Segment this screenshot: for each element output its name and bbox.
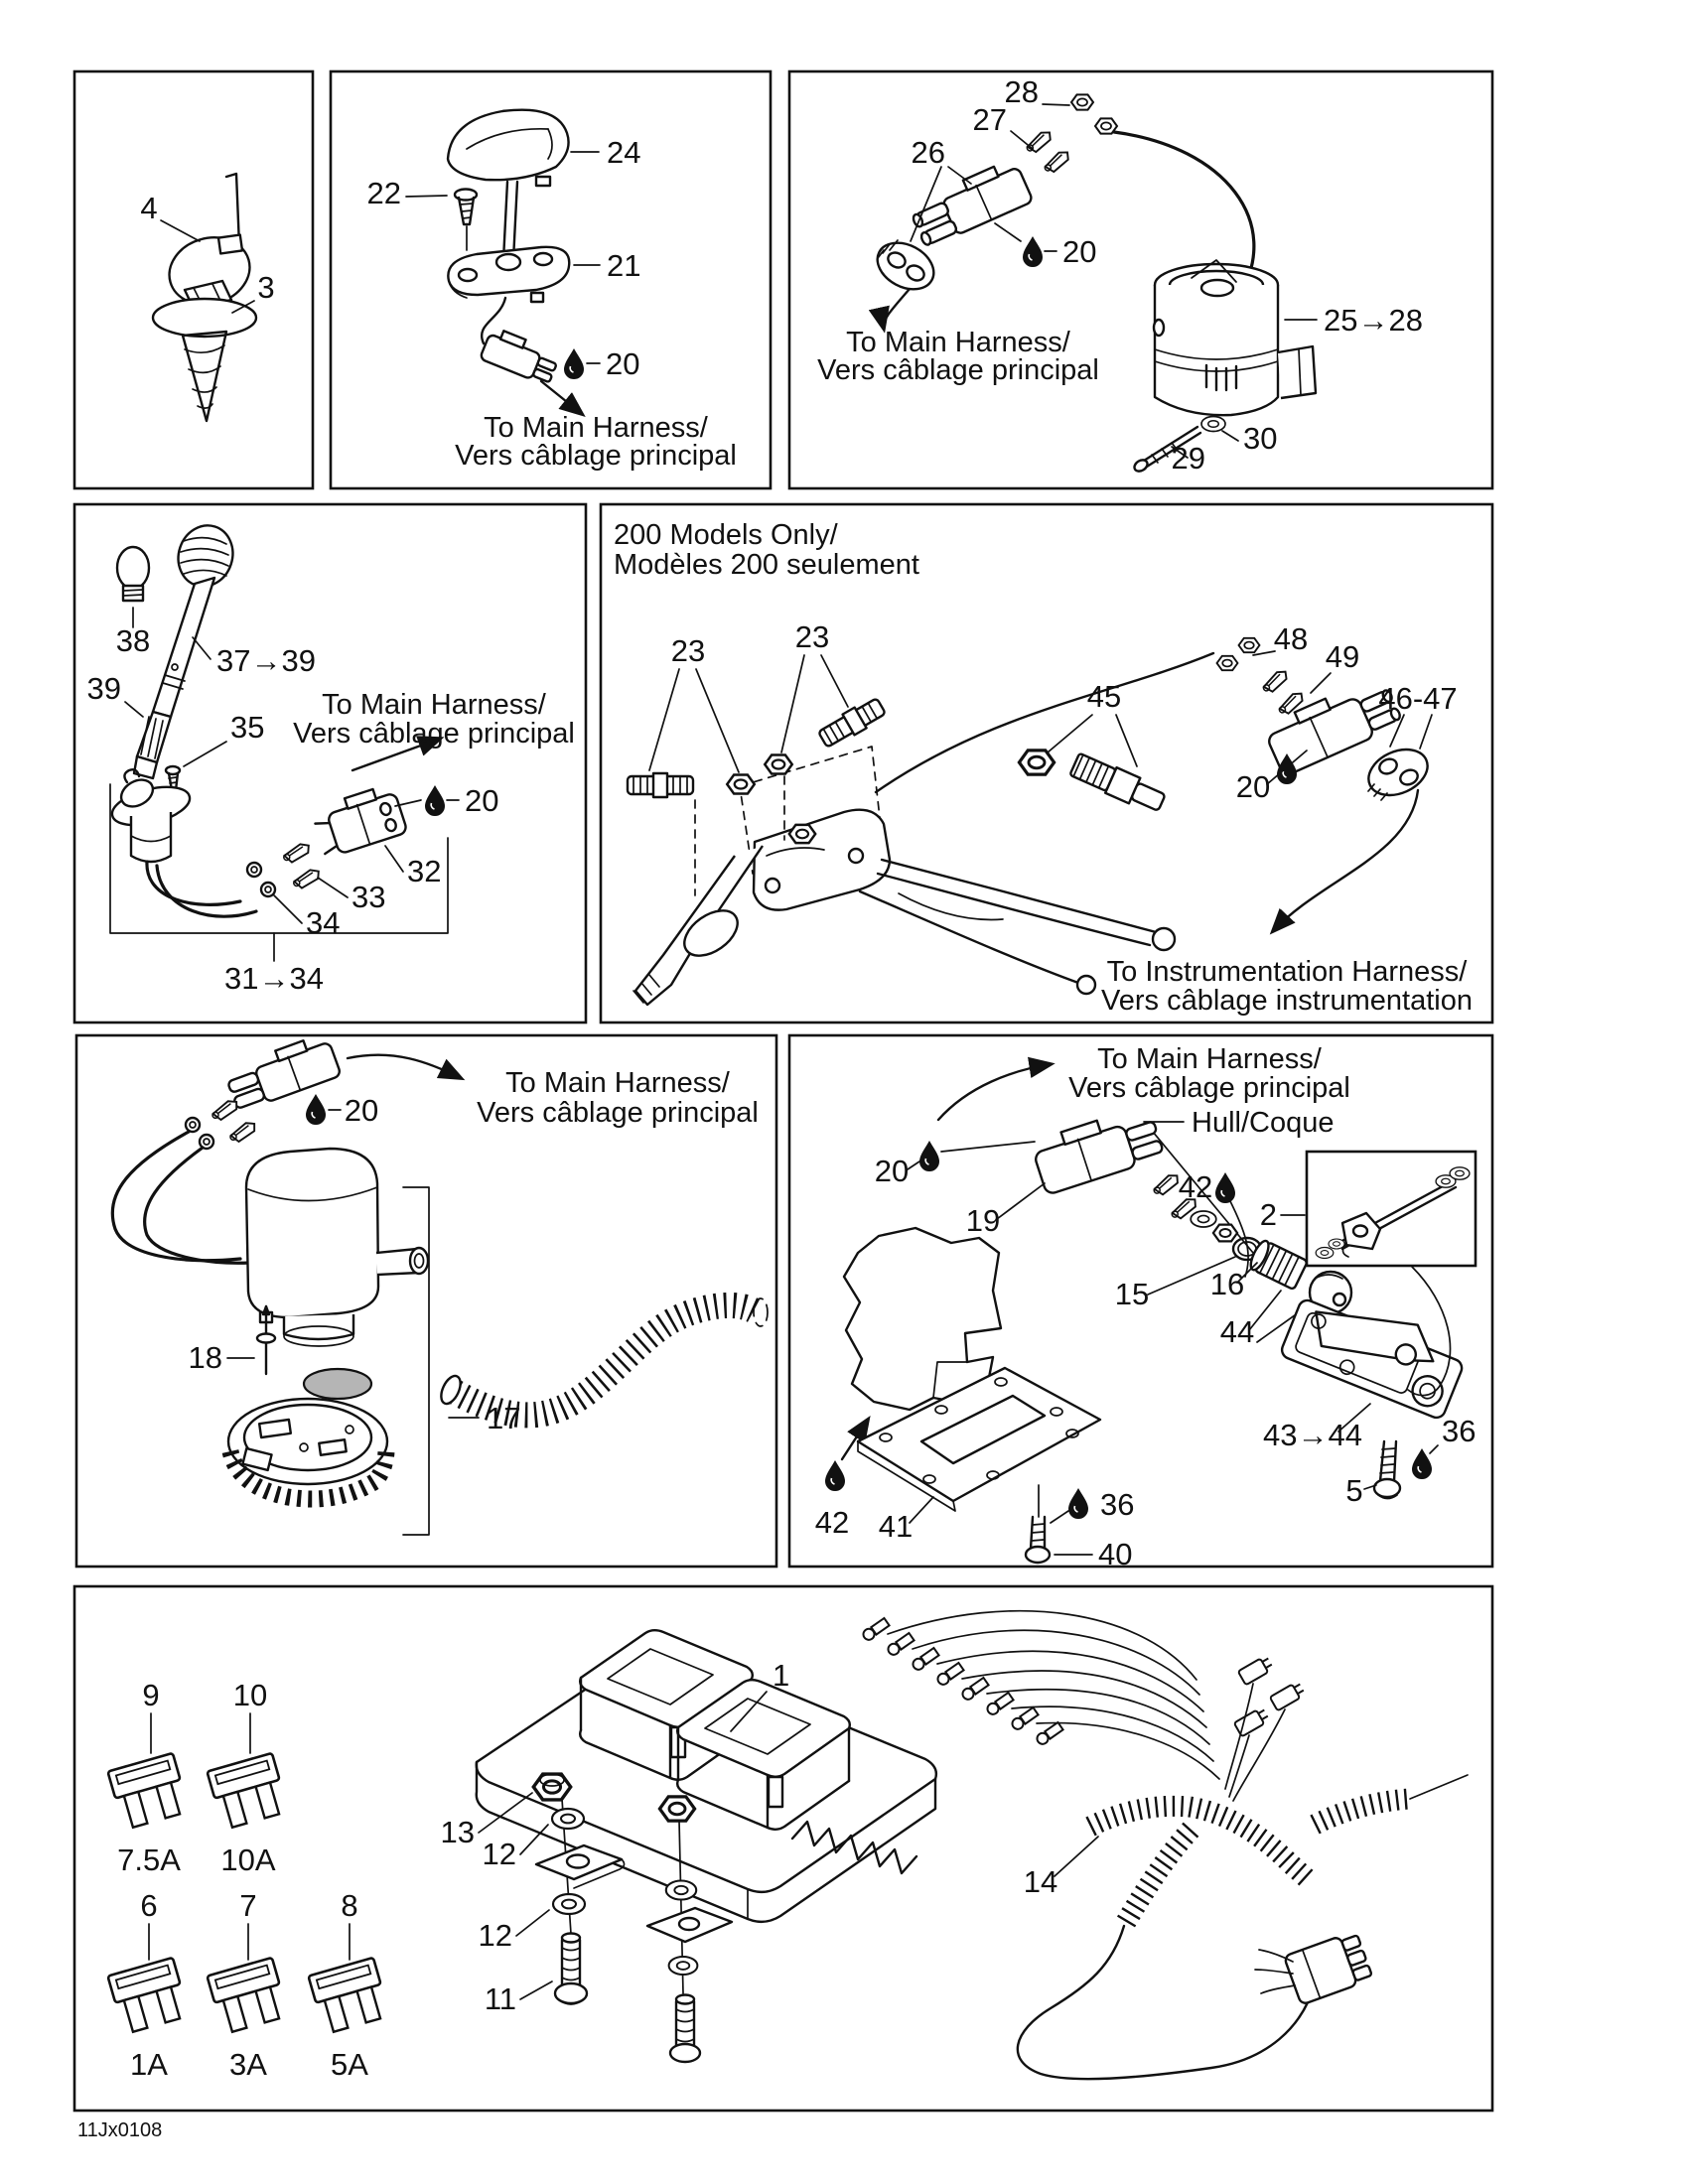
harness-14 xyxy=(861,1611,1468,2079)
sensor-45 xyxy=(1069,751,1168,816)
fuse-10 xyxy=(207,1753,288,1830)
rating-1a: 1A xyxy=(130,2047,168,2082)
callout-35: 35 xyxy=(230,710,265,745)
callout-23-left: 23 xyxy=(670,633,706,668)
callout-20-p6: 20 xyxy=(344,1093,379,1128)
leader-26b xyxy=(948,167,971,184)
loctite-drop-icon-p3 xyxy=(1024,237,1043,267)
callout-22: 22 xyxy=(366,176,401,210)
note-to-main-harness-en-p6: To Main Harness/ xyxy=(505,1067,730,1099)
callout-25-28: 25→28 xyxy=(1324,303,1423,338)
note-to-instrumentation-fr: Vers câblage instrumentation xyxy=(1101,985,1473,1017)
leader-32 xyxy=(385,846,403,872)
callout-40: 40 xyxy=(1098,1537,1133,1571)
light-socket-base xyxy=(108,769,194,862)
pump-ring-a xyxy=(186,1118,200,1132)
note-to-instrumentation-en: To Instrumentation Harness/ xyxy=(1106,956,1468,988)
note-to-main-harness-fr-p3: Vers câblage principal xyxy=(817,354,1099,386)
leader-37-39 xyxy=(193,637,211,659)
washer-p7 xyxy=(1191,1211,1216,1227)
connector-32 xyxy=(311,783,408,859)
note-to-main-harness-fr: Vers câblage principal xyxy=(455,440,737,472)
callout-48: 48 xyxy=(1273,621,1309,656)
nav-light-lens xyxy=(448,110,569,186)
note-to-main-harness-en-p4: To Main Harness/ xyxy=(322,689,546,721)
socket-wire-2 xyxy=(157,866,256,916)
stud-23-right xyxy=(817,696,888,751)
loctite-drop-icon-p6 xyxy=(307,1095,326,1125)
hose-start xyxy=(437,1373,464,1407)
rating-5a: 5A xyxy=(331,2047,368,2082)
leader-23-l2 xyxy=(696,669,739,772)
leader-49 xyxy=(1311,673,1331,693)
leader-14 xyxy=(1055,1837,1098,1876)
callout-5: 5 xyxy=(1345,1473,1363,1508)
note-to-main-harness-fr-p6: Vers câblage principal xyxy=(477,1097,759,1129)
callout-2: 2 xyxy=(1259,1197,1277,1232)
leader-12-upper xyxy=(520,1825,548,1854)
loctite-drop-icon-p7e xyxy=(1069,1489,1088,1519)
loctite-drop-icon-p7d xyxy=(826,1461,845,1491)
callout-34: 34 xyxy=(306,905,341,940)
terminal-19a xyxy=(1151,1172,1182,1196)
leader-27 xyxy=(1011,131,1033,149)
stud-23-left xyxy=(628,773,693,797)
terminal-33b xyxy=(292,869,322,889)
connector-19 xyxy=(1030,1104,1165,1195)
loctite-drop-icon xyxy=(565,349,584,379)
leader-30 xyxy=(1222,431,1238,441)
callout-9: 9 xyxy=(142,1678,160,1712)
ring-34a xyxy=(247,863,261,877)
cap-46-47 xyxy=(1361,741,1435,804)
callout-36-right: 36 xyxy=(1442,1414,1477,1448)
pump-terminal-b xyxy=(227,1121,257,1144)
bulb-38 xyxy=(117,547,149,601)
leader-48 xyxy=(1253,651,1275,655)
callout-20-p5: 20 xyxy=(1235,769,1271,804)
callout-45: 45 xyxy=(1086,679,1122,714)
leader-44a xyxy=(1249,1291,1281,1330)
rating-7-5a: 7.5A xyxy=(117,1843,181,1877)
ring-34b xyxy=(261,883,275,896)
dash-20-p7 xyxy=(908,1161,919,1169)
nut-23-right xyxy=(765,755,792,774)
leader-28 xyxy=(1043,104,1069,105)
note-to-main-harness-fr-p7: Vers câblage principal xyxy=(1068,1072,1350,1104)
callout-4: 4 xyxy=(140,191,158,225)
screw-rivet xyxy=(153,281,256,421)
title-200-models-fr: Modèles 200 seulement xyxy=(614,549,919,581)
fuse-7 xyxy=(207,1958,288,2034)
leader-36-right xyxy=(1430,1445,1438,1453)
callout-21: 21 xyxy=(607,248,641,283)
leader-33 xyxy=(318,878,348,897)
rating-10a: 10A xyxy=(220,1843,276,1877)
arrow-to-harness-p7 xyxy=(938,1064,1051,1120)
leader-11 xyxy=(520,1981,552,1999)
callout-20-p3: 20 xyxy=(1062,234,1097,269)
callout-36-bottom: 36 xyxy=(1100,1487,1135,1522)
bilge-pump-motor xyxy=(246,1149,428,1346)
callout-37-39: 37→39 xyxy=(216,643,316,678)
screw-40 xyxy=(1026,1485,1050,1563)
callout-10: 10 xyxy=(232,1678,268,1712)
nut-48a xyxy=(1217,656,1238,670)
note-hull: Hull/Coque xyxy=(1192,1107,1335,1139)
nut-p7 xyxy=(1213,1225,1237,1242)
nut-45 xyxy=(1019,751,1054,774)
leader-35 xyxy=(184,742,226,766)
callout-20-p7: 20 xyxy=(874,1154,910,1188)
bracket-17 xyxy=(403,1187,429,1535)
fuse-9 xyxy=(107,1753,189,1830)
callout-14: 14 xyxy=(1023,1864,1058,1899)
callout-3: 3 xyxy=(257,270,275,305)
panel-fasteners xyxy=(74,71,313,488)
nut-28 xyxy=(1071,94,1093,109)
fuse-8 xyxy=(308,1958,389,2034)
bilge-pump-25-28 xyxy=(1154,260,1316,415)
pump-terminal-a xyxy=(210,1099,239,1122)
leader-20-p7 xyxy=(941,1142,1035,1152)
leader-39 xyxy=(125,702,143,717)
callout-12-upper: 12 xyxy=(482,1837,516,1871)
note-to-main-harness-en-p3: To Main Harness/ xyxy=(846,327,1070,358)
callout-15: 15 xyxy=(1114,1277,1150,1311)
nut-23-left xyxy=(727,775,755,794)
washer-30 xyxy=(1201,417,1225,432)
arrow-to-instrumentation xyxy=(1273,790,1418,931)
pump-wire-1 xyxy=(112,1132,240,1261)
loctite-drop-icon-p4 xyxy=(426,786,445,816)
leader-20-p3 xyxy=(995,223,1021,241)
callout-42-left: 42 xyxy=(814,1505,850,1540)
note-to-main-harness-en-p7: To Main Harness/ xyxy=(1097,1043,1322,1075)
arrow-to-harness-p3 xyxy=(884,289,910,329)
callout-1: 1 xyxy=(773,1658,790,1693)
footer-part-code: 11Jx0108 xyxy=(77,2119,163,2141)
rating-3a: 3A xyxy=(229,2047,267,2082)
callout-6: 6 xyxy=(140,1888,158,1923)
leader-12-lower xyxy=(516,1910,549,1936)
leader-34 xyxy=(274,895,302,923)
bilge-hose xyxy=(455,1305,757,1415)
light-base-21 xyxy=(448,247,569,302)
terminal-49a xyxy=(1260,669,1291,695)
pump-wire-2 xyxy=(145,1148,250,1263)
callout-8: 8 xyxy=(341,1888,358,1923)
callout-11: 11 xyxy=(484,1981,516,2016)
callout-32: 32 xyxy=(407,854,442,888)
note-to-main-harness-fr-p4: Vers câblage principal xyxy=(293,718,575,750)
leader-4 xyxy=(161,220,200,241)
loctite-drop-icon-p7c xyxy=(1413,1449,1432,1479)
callout-23-right: 23 xyxy=(794,619,830,654)
leader-23-r1 xyxy=(781,655,804,752)
loctite-drop-icon-p7b xyxy=(1216,1173,1235,1203)
leader-36-bottom xyxy=(1051,1511,1068,1523)
pump-connector xyxy=(223,1032,342,1113)
screw-22 xyxy=(455,190,477,251)
callout-42-top: 42 xyxy=(1178,1169,1213,1204)
callout-20: 20 xyxy=(606,346,640,381)
light-connector xyxy=(480,327,561,386)
callout-27: 27 xyxy=(972,102,1007,137)
inset-box-2 xyxy=(1307,1152,1476,1266)
terminals-27 xyxy=(1024,130,1072,175)
nut-48b xyxy=(1239,638,1260,652)
callout-31-34: 31→34 xyxy=(224,961,324,996)
callout-7: 7 xyxy=(239,1888,257,1923)
terminal-33a xyxy=(282,843,312,864)
light-stem-2 xyxy=(513,182,517,260)
callout-19: 19 xyxy=(965,1203,1001,1238)
title-200-models-en: 200 Models Only/ xyxy=(614,519,838,551)
leader-19 xyxy=(997,1183,1045,1219)
callout-41: 41 xyxy=(878,1509,914,1544)
callout-16: 16 xyxy=(1209,1267,1245,1301)
callout-26: 26 xyxy=(911,135,945,170)
leader-23-l1 xyxy=(649,669,679,770)
leader-45b xyxy=(1116,715,1137,766)
callout-12-lower: 12 xyxy=(478,1918,512,1953)
callout-17: 17 xyxy=(487,1401,521,1435)
callout-24: 24 xyxy=(607,135,641,170)
leader-41 xyxy=(910,1497,933,1523)
leader-46b xyxy=(1420,715,1432,749)
callout-29: 29 xyxy=(1171,441,1205,476)
callout-20-p4: 20 xyxy=(465,783,499,818)
strainer-base-17 xyxy=(228,1399,387,1499)
latch-43-44 xyxy=(1279,1282,1471,1421)
callout-49: 49 xyxy=(1325,639,1360,674)
leader-45a xyxy=(1048,715,1092,752)
arrow-to-harness-p2 xyxy=(541,381,582,414)
callout-43-44: 43→44 xyxy=(1263,1418,1362,1452)
light-stem xyxy=(503,182,507,260)
callout-13: 13 xyxy=(440,1815,475,1849)
callout-39: 39 xyxy=(86,671,121,706)
note-to-main-harness-en: To Main Harness/ xyxy=(484,412,708,444)
filter-disc xyxy=(304,1369,371,1399)
loctite-drop-icon-p7a xyxy=(920,1142,939,1171)
fuse-6 xyxy=(107,1958,189,2034)
callout-38: 38 xyxy=(115,623,151,658)
callout-28: 28 xyxy=(1004,74,1039,109)
arrow-to-harness-p6 xyxy=(348,1055,461,1078)
callout-44: 44 xyxy=(1219,1314,1255,1349)
callout-30: 30 xyxy=(1243,421,1278,456)
callout-18: 18 xyxy=(188,1340,222,1375)
leader-23-r2 xyxy=(821,655,848,707)
screw-5 xyxy=(1374,1441,1400,1499)
callout-33: 33 xyxy=(352,880,386,914)
leader-22 xyxy=(406,196,447,197)
callout-46-47: 46-47 xyxy=(1378,681,1458,716)
